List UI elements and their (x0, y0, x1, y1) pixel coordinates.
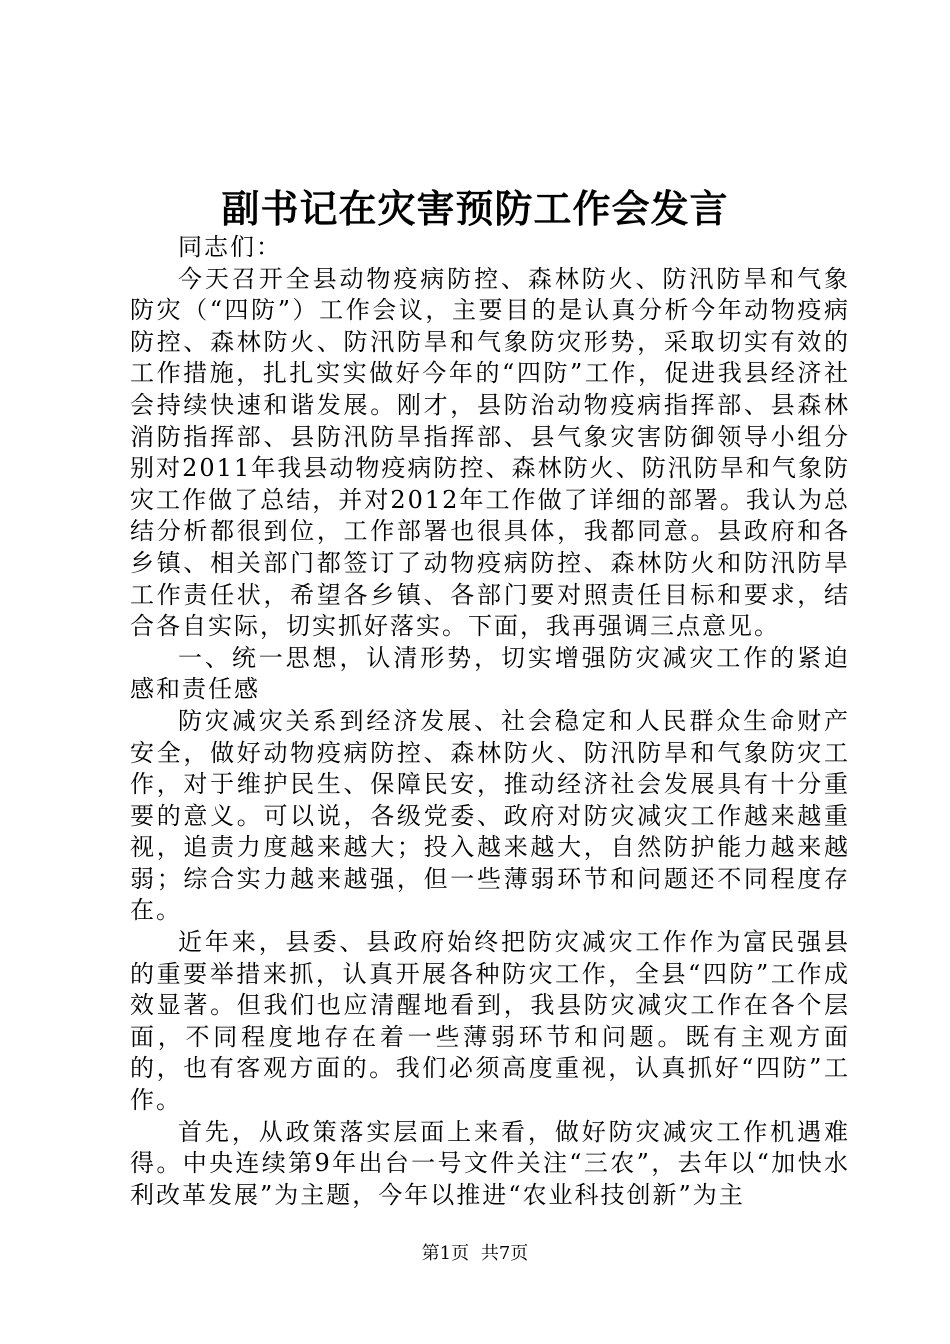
page-total: 共7页 (480, 1243, 529, 1264)
paragraph: 今天召开全县动物疫病防控、森林防火、防汛防旱和气象防灾（“四防”）工作会议，主要目的是认真分析今年动物疫病防控、森林防火、防汛防旱和气象防灾形势，采取切实有效的工作措施，扎扎实实做好今年的“四防”工作，促进我县经济社会持续快速和谐发展。刚才，县防治动物疫病指挥部、县森林消防指挥部、县防汛防旱指挥部、县气象灾害防御领导小组分别对2011年我县动物疫病防控、森林防火、防汛防旱和气象防灾工作做了总结，并对2012年工作做了详细的部署。我认为总结分析都很到位，工作部署也很具体，我都同意。县政府和各乡镇、相关部门都签订了动物疫病防控、森林防火和防汛防旱工作责任状，希望各乡镇、各部门要对照责任目标和要求，结合各自实际，切实抓好落实。下面，我再强调三点意见。 (130, 264, 850, 641)
document-title: 副书记在灾害预防工作会发言 (221, 186, 729, 231)
paragraph: 防灾减灾关系到经济发展、社会稳定和人民群众生命财产安全，做好动物疫病防控、森林防火、防汛防旱和气象防灾工作，对于维护民生、保障民安，推动经济社会发展具有十分重要的意义。可以说，各级党委、政府对防灾减灾工作越来越重视，追责力度越来越大；投入越来越大，自然防护能力越来越弱；综合实力越来越强，但一些薄弱环节和问题还不同程度存在。 (130, 706, 850, 925)
page-footer (0, 1242, 950, 1266)
salutation: 同志们： (178, 233, 282, 261)
paragraph: 首先，从政策落实层面上来看，做好防灾减灾工作机遇难得。中央连续第9年出台一号文件关注“三农”，去年以“加快水利改革发展”为主题，今年以推进“农业科技创新”为主 (130, 1117, 850, 1209)
document-body (130, 232, 850, 1211)
paragraph: 近年来，县委、县政府始终把防灾减灾工作作为富民强县的重要举措来抓，认真开展各种防灾工作，全县“四防”工作成效显著。但我们也应清醒地看到，我县防灾减灾工作在各个层面，不同程度地存在着一些薄弱环节和问题。既有主观方面的，也有客观方面的。我们必须高度重视，认真抓好“四防”工作。 (130, 928, 850, 1115)
page-number: 第1页 (421, 1243, 470, 1264)
section-heading: 一、统一思想，认清形势，切实增强防灾减灾工作的紧迫感和责任感 (130, 643, 850, 704)
